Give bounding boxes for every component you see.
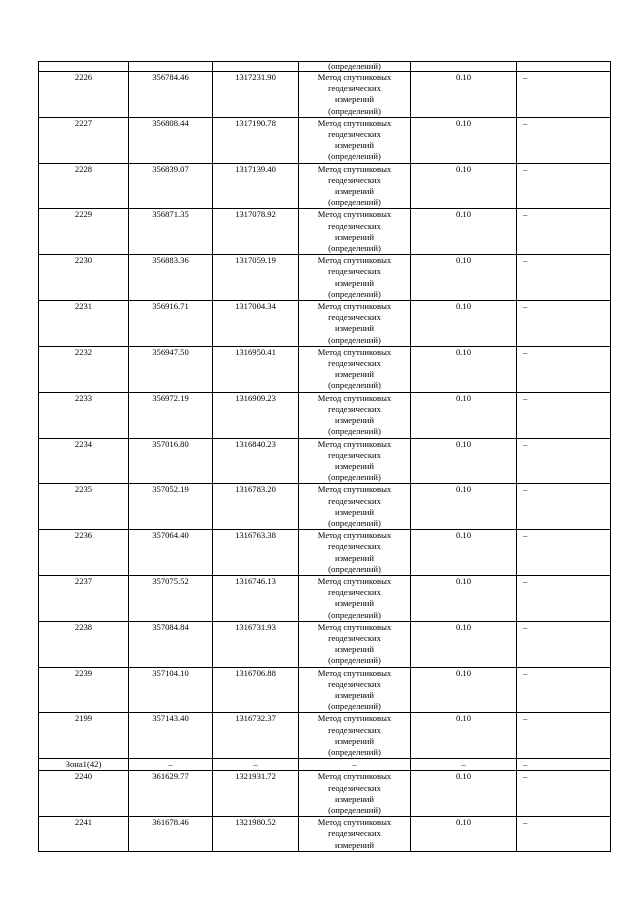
method-line: измерений <box>334 186 375 197</box>
x-coordinate-cell: 356808.44 <box>129 117 213 163</box>
x-coordinate-cell: 357052.19 <box>129 484 213 530</box>
y-coordinate-cell: 1316731.93 <box>213 621 299 667</box>
method-line: Метод спутниковых <box>317 484 392 495</box>
method-line: геодезических <box>328 541 381 552</box>
y-coordinate-cell: 1316746.13 <box>213 575 299 621</box>
method-line: измерений <box>334 94 375 105</box>
point-number-cell: 2241 <box>39 817 129 852</box>
method-line: измерений <box>334 277 375 288</box>
accuracy-cell: 0.10 <box>411 301 517 347</box>
description-cell: – <box>517 301 611 347</box>
accuracy-cell: 0.10 <box>411 117 517 163</box>
accuracy-cell: 0.10 <box>411 209 517 255</box>
x-coordinate-cell: 357104.10 <box>129 667 213 713</box>
table-row <box>39 438 611 484</box>
method-cell <box>299 346 411 392</box>
description-cell: – <box>517 817 611 852</box>
method-line: (определений) <box>328 288 381 299</box>
method-line: измерений <box>334 460 375 471</box>
method-cell <box>299 392 411 438</box>
accuracy-cell: 0.10 <box>411 575 517 621</box>
method-cell <box>299 163 411 209</box>
method-line: Метод спутниковых <box>317 392 392 403</box>
method-cell <box>299 72 411 118</box>
point-number-cell: 2236 <box>39 530 129 576</box>
x-coordinate-cell: 356883.36 <box>129 255 213 301</box>
method-cell <box>299 667 411 713</box>
method-line: измерений <box>334 598 375 609</box>
method-line: Метод спутниковых <box>317 621 392 632</box>
method-cell <box>299 255 411 301</box>
method-cell <box>299 484 411 530</box>
point-number-cell: 2234 <box>39 438 129 484</box>
point-number-cell: 2237 <box>39 575 129 621</box>
description-cell: – <box>517 346 611 392</box>
accuracy-cell: 0.10 <box>411 771 517 817</box>
method-cell: (определений) <box>299 62 411 72</box>
method-line: геодезических <box>328 129 381 140</box>
description-cell: – <box>517 771 611 817</box>
y-coordinate-cell: 1317004.34 <box>213 301 299 347</box>
y-coordinate-cell: 1316783.20 <box>213 484 299 530</box>
x-coordinate-cell: 357064.40 <box>129 530 213 576</box>
point-number-cell: 2231 <box>39 301 129 347</box>
method-line: измерений <box>334 140 375 151</box>
method-line: (определений) <box>328 655 381 666</box>
point-number-cell: 2226 <box>39 72 129 118</box>
method-line: Метод спутниковых <box>317 771 392 782</box>
accuracy-cell: 0.10 <box>411 817 517 852</box>
method-cell <box>299 575 411 621</box>
method-cell <box>299 117 411 163</box>
point-number-cell: 2228 <box>39 163 129 209</box>
method-line: измерений <box>334 644 375 655</box>
method-line: Метод спутниковых <box>317 667 392 678</box>
description-cell: – <box>517 713 611 759</box>
method-line: Метод спутниковых <box>317 163 392 174</box>
method-line: (определений) <box>328 805 381 815</box>
method-line: (определений) <box>328 517 381 528</box>
y-coordinate-cell: 1316840.23 <box>213 438 299 484</box>
description-cell: – <box>517 163 611 209</box>
method-line: Метод спутниковых <box>317 209 392 220</box>
y-coordinate-cell: 1317190.78 <box>213 117 299 163</box>
y-coordinate-cell: 1321931.72 <box>213 771 299 817</box>
point-number-cell: 2238 <box>39 621 129 667</box>
y-coordinate-cell: 1317231.90 <box>213 72 299 118</box>
x-coordinate-cell: 357143.40 <box>129 713 213 759</box>
table-row <box>39 713 611 759</box>
method-line: измерений <box>334 369 375 380</box>
accuracy-cell: 0.10 <box>411 346 517 392</box>
method-line: измерений <box>334 506 375 517</box>
method-line: Метод спутниковых <box>317 117 392 128</box>
method-line: Метод спутниковых <box>317 301 392 312</box>
description-cell: – <box>517 530 611 576</box>
accuracy-cell: 0.10 <box>411 438 517 484</box>
accuracy-cell: 0.10 <box>411 667 517 713</box>
table-row <box>39 72 611 118</box>
description-cell: – <box>517 575 611 621</box>
method-line: Метод спутниковых <box>317 817 392 828</box>
table-row <box>39 575 611 621</box>
accuracy-cell: 0.10 <box>411 530 517 576</box>
x-coordinate-cell: 356972.19 <box>129 392 213 438</box>
table-row <box>39 163 611 209</box>
method-line: измерений <box>334 415 375 426</box>
y-coordinate-cell: 1317059.19 <box>213 255 299 301</box>
method-line: геодезических <box>328 587 381 598</box>
table-row <box>39 484 611 530</box>
coordinates-table <box>38 61 611 852</box>
table-row <box>39 392 611 438</box>
x-coordinate-cell: 361678.46 <box>129 817 213 852</box>
x-coordinate-cell: 356784.46 <box>129 72 213 118</box>
y-coordinate-cell: 1316732.37 <box>213 713 299 759</box>
method-line: Метод спутниковых <box>317 575 392 586</box>
method-cell <box>299 530 411 576</box>
method-line: измерений <box>334 231 375 242</box>
x-coordinate-cell: 356839.07 <box>129 163 213 209</box>
method-line: Метод спутниковых <box>317 255 392 266</box>
method-line: геодезических <box>328 312 381 323</box>
x-coordinate-cell: 356871.35 <box>129 209 213 255</box>
y-coordinate-cell: 1316706.88 <box>213 667 299 713</box>
point-number-cell: 2229 <box>39 209 129 255</box>
accuracy-cell: 0.10 <box>411 255 517 301</box>
accuracy-cell: 0.10 <box>411 621 517 667</box>
method-line: (определений) <box>328 243 381 254</box>
method-line: измерений <box>334 323 375 334</box>
method-line: (определений) <box>328 105 381 116</box>
point-number-cell: 2230 <box>39 255 129 301</box>
description-cell: – <box>517 209 611 255</box>
method-line: геодезических <box>328 266 381 277</box>
x-coordinate-cell: 357084.84 <box>129 621 213 667</box>
description-cell: – <box>517 255 611 301</box>
table-row <box>39 771 611 817</box>
zone-row <box>39 759 611 771</box>
y-coordinate-cell: 1317139.40 <box>213 163 299 209</box>
y-coordinate-cell: – <box>213 759 299 771</box>
accuracy-cell: 0.10 <box>411 713 517 759</box>
method-line: Метод спутниковых <box>317 530 392 541</box>
table-row <box>39 117 611 163</box>
method-line: (определений) <box>328 334 381 345</box>
zone-label-cell: Зона1(42) <box>39 759 129 771</box>
table-row <box>39 621 611 667</box>
method-line: геодезических <box>328 724 381 735</box>
method-line: (определений) <box>328 609 381 620</box>
method-cell <box>299 713 411 759</box>
table-row <box>39 209 611 255</box>
method-cell <box>299 817 411 852</box>
method-line: геодезических <box>328 403 381 414</box>
method-line: геодезических <box>328 678 381 689</box>
description-cell: – <box>517 438 611 484</box>
method-line: геодезических <box>328 632 381 643</box>
description-cell: – <box>517 117 611 163</box>
table-row <box>39 667 611 713</box>
description-cell: – <box>517 484 611 530</box>
method-line: (определений) <box>328 472 381 483</box>
method-cell: – <box>299 759 411 771</box>
x-coordinate-cell: 357075.52 <box>129 575 213 621</box>
y-coordinate-cell: 1316763.38 <box>213 530 299 576</box>
method-line: измерений <box>334 839 375 850</box>
method-line: (определений) <box>328 563 381 574</box>
method-line: (определений) <box>328 746 381 757</box>
y-coordinate-cell: 1317078.92 <box>213 209 299 255</box>
table-row <box>39 346 611 392</box>
description-cell: – <box>517 667 611 713</box>
point-number-cell: 2240 <box>39 771 129 817</box>
method-line: измерений <box>334 735 375 746</box>
description-cell: – <box>517 759 611 771</box>
point-number-cell: 2239 <box>39 667 129 713</box>
method-cell <box>299 301 411 347</box>
x-coordinate-cell: 356916.71 <box>129 301 213 347</box>
method-line: (определений) <box>328 426 381 437</box>
y-coordinate-cell: 1316909.23 <box>213 392 299 438</box>
method-line: (определений) <box>328 197 381 208</box>
method-cell <box>299 438 411 484</box>
table-row <box>39 817 611 852</box>
method-line: геодезических <box>328 495 381 506</box>
point-number-cell: 2199 <box>39 713 129 759</box>
document-page <box>38 61 610 852</box>
table-row-continuation <box>39 62 611 72</box>
description-cell: – <box>517 72 611 118</box>
accuracy-cell: – <box>411 759 517 771</box>
method-line: измерений <box>334 689 375 700</box>
method-line: геодезических <box>328 828 381 839</box>
method-line: Метод спутниковых <box>317 346 392 357</box>
x-coordinate-cell: 361629.77 <box>129 771 213 817</box>
accuracy-cell: 0.10 <box>411 72 517 118</box>
description-cell: – <box>517 621 611 667</box>
method-line: (определений) <box>328 701 381 712</box>
method-line: (определений) <box>328 380 381 391</box>
y-coordinate-cell: 1321980.52 <box>213 817 299 852</box>
x-coordinate-cell: 357016.80 <box>129 438 213 484</box>
point-number-cell: 2235 <box>39 484 129 530</box>
x-coordinate-cell: 356947.50 <box>129 346 213 392</box>
method-line: Метод спутниковых <box>317 438 392 449</box>
point-number-cell: 2227 <box>39 117 129 163</box>
table-row <box>39 530 611 576</box>
description-cell: – <box>517 392 611 438</box>
method-line: (определений) <box>328 151 381 162</box>
method-cell <box>299 621 411 667</box>
point-number-cell: 2232 <box>39 346 129 392</box>
accuracy-cell: 0.10 <box>411 484 517 530</box>
method-line: геодезических <box>328 220 381 231</box>
x-coordinate-cell: – <box>129 759 213 771</box>
method-cell <box>299 771 411 817</box>
table-row <box>39 301 611 347</box>
method-line: геодезических <box>328 358 381 369</box>
method-cell <box>299 209 411 255</box>
method-line: геодезических <box>328 782 381 793</box>
table-row <box>39 255 611 301</box>
method-line: измерений <box>334 552 375 563</box>
accuracy-cell: 0.10 <box>411 392 517 438</box>
method-line: геодезических <box>328 83 381 94</box>
method-line: измерений <box>334 793 375 804</box>
y-coordinate-cell: 1316950.41 <box>213 346 299 392</box>
point-number-cell: 2233 <box>39 392 129 438</box>
method-line: Метод спутниковых <box>317 72 392 82</box>
method-line: геодезических <box>328 449 381 460</box>
accuracy-cell: 0.10 <box>411 163 517 209</box>
method-line: геодезических <box>328 174 381 185</box>
method-line: Метод спутниковых <box>317 713 392 724</box>
